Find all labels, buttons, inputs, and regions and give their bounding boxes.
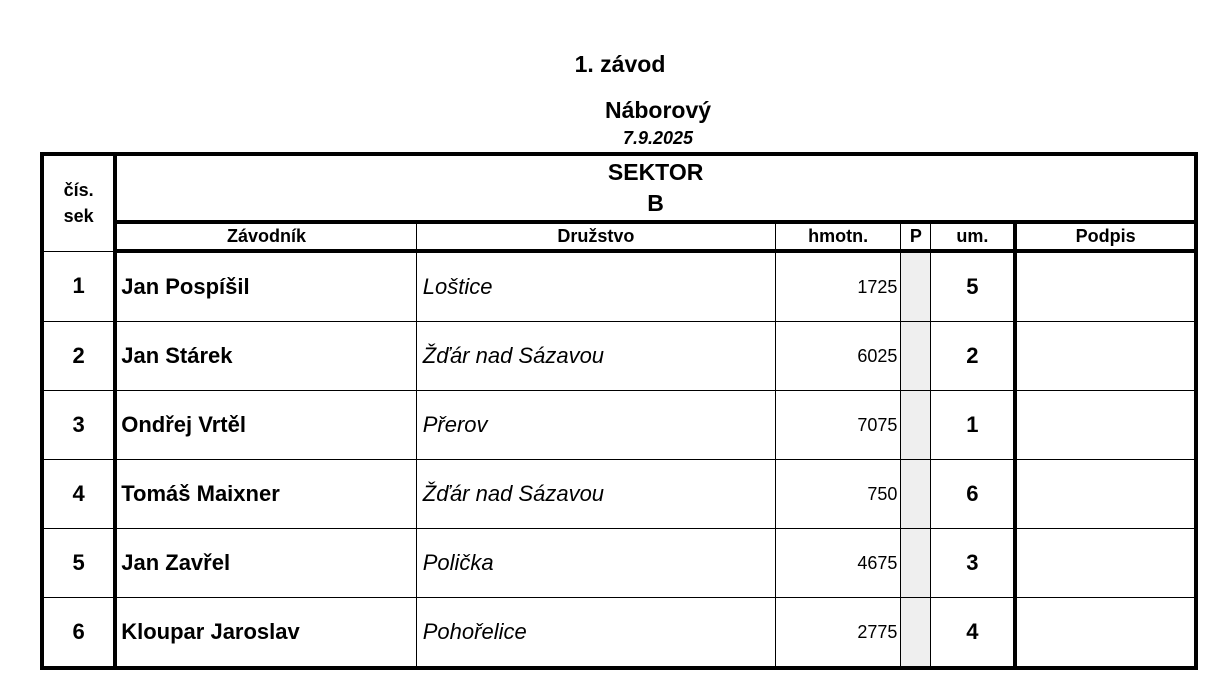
place-cell: 1: [931, 391, 1015, 460]
weight-cell: 1725: [775, 251, 900, 322]
place-cell: 2: [931, 322, 1015, 391]
signature-cell: [1015, 391, 1196, 460]
sector-number-cell: 6: [42, 598, 115, 669]
weight-cell: 2775: [775, 598, 900, 669]
penalty-cell: [901, 598, 931, 669]
team-cell: Žďár nad Sázavou: [416, 460, 775, 529]
penalty-cell: [901, 529, 931, 598]
sector-number-header-line1: čís.: [63, 180, 94, 201]
sector-label: SEKTOR: [607, 159, 704, 185]
table-row: [42, 322, 1196, 391]
weight-cell: 750: [775, 460, 900, 529]
column-header-weight: hmotn.: [775, 222, 900, 251]
signature-cell: [1015, 598, 1196, 669]
signature-cell: [1015, 529, 1196, 598]
sector-number-cell: 5: [42, 529, 115, 598]
team-cell: Loštice: [416, 251, 775, 322]
table-row: [42, 251, 1196, 322]
sector-header: [115, 154, 1196, 222]
team-cell: Polička: [416, 529, 775, 598]
team-cell: Pohořelice: [416, 598, 775, 669]
penalty-cell: [901, 251, 931, 322]
sector-number-cell: 3: [42, 391, 115, 460]
place-cell: 5: [931, 251, 1015, 322]
competitor-cell: Jan Pospíšil: [115, 251, 416, 322]
competitor-cell: Kloupar Jaroslav: [115, 598, 416, 669]
column-header-team: Družstvo: [416, 222, 775, 251]
weight-cell: 7075: [775, 391, 900, 460]
penalty-cell: [901, 460, 931, 529]
penalty-cell: [901, 391, 931, 460]
sector-number-cell: 1: [42, 251, 115, 322]
column-header-row: [42, 222, 1196, 251]
weight-cell: 4675: [775, 529, 900, 598]
place-cell: 4: [931, 598, 1015, 669]
sector-number-cell: 2: [42, 322, 115, 391]
column-header-place: um.: [931, 222, 1015, 251]
weight-cell: 6025: [775, 322, 900, 391]
race-subtitle: Náborový: [604, 97, 712, 123]
table-row: [42, 460, 1196, 529]
column-header-competitor: Závodník: [115, 222, 416, 251]
race-date: 7.9.2025: [622, 128, 694, 148]
team-cell: Přerov: [416, 391, 775, 460]
table-row: [42, 529, 1196, 598]
place-cell: 3: [931, 529, 1015, 598]
race-title: 1. závod: [574, 51, 666, 77]
penalty-cell: [901, 322, 931, 391]
table-row: [42, 598, 1196, 669]
competitor-cell: Ondřej Vrtěl: [115, 391, 416, 460]
signature-cell: [1015, 322, 1196, 391]
team-cell: Žďár nad Sázavou: [416, 322, 775, 391]
competitor-cell: Tomáš Maixner: [115, 460, 416, 529]
signature-cell: [1015, 251, 1196, 322]
column-header-p: P: [901, 222, 931, 251]
results-table: [40, 152, 1198, 670]
sector-number-cell: 4: [42, 460, 115, 529]
column-header-signature: Podpis: [1015, 222, 1196, 251]
place-cell: 6: [931, 460, 1015, 529]
competitor-cell: Jan Zavřel: [115, 529, 416, 598]
sector-value: B: [647, 190, 664, 216]
competitor-cell: Jan Stárek: [115, 322, 416, 391]
sector-number-header-line2: sek: [63, 206, 94, 227]
signature-cell: [1015, 460, 1196, 529]
table-row: [42, 391, 1196, 460]
sector-number-header: [42, 154, 115, 251]
